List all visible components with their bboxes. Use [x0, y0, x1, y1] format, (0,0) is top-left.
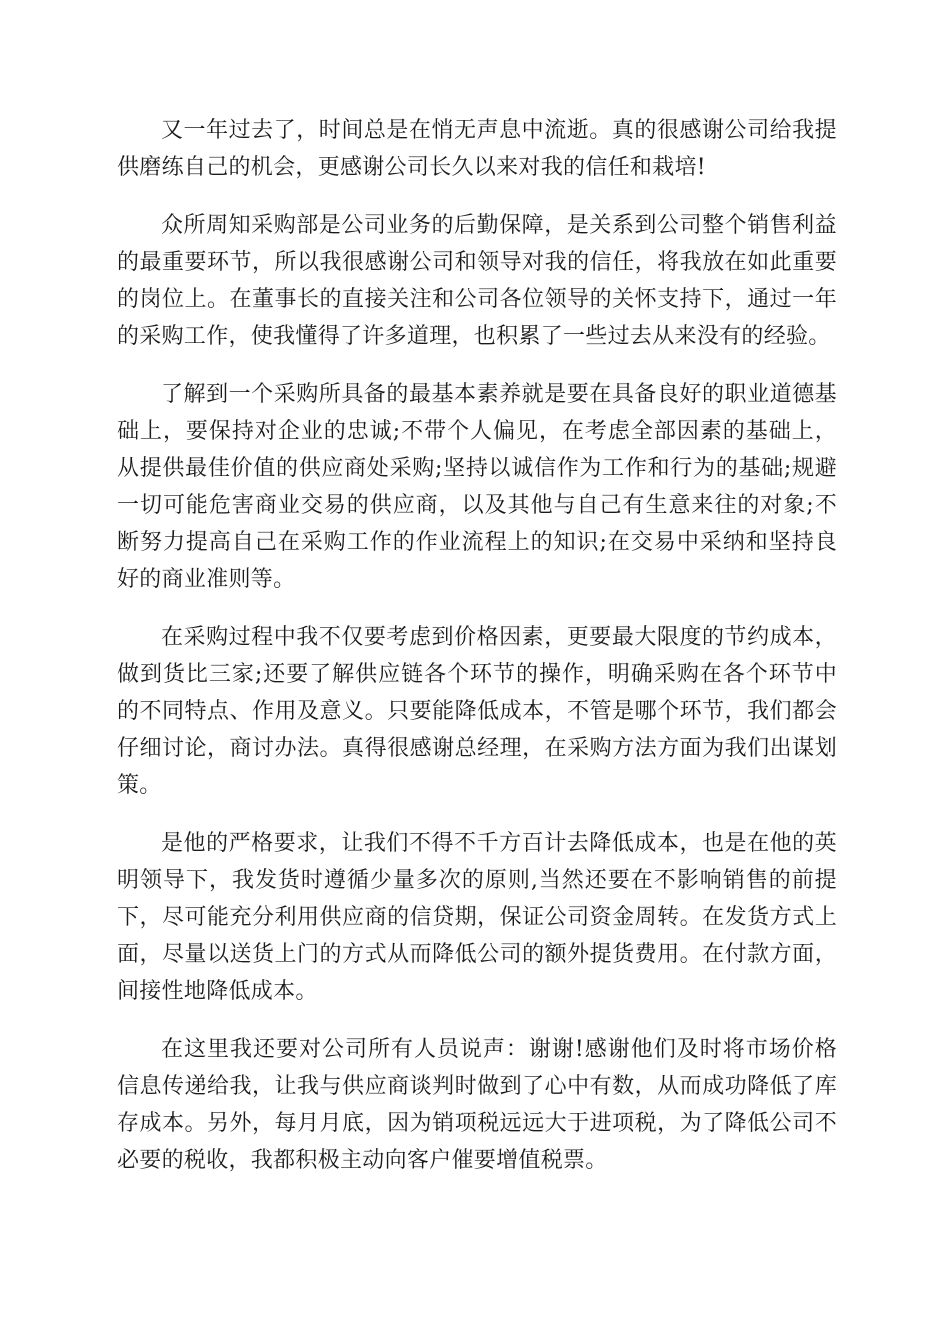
paragraph-6: 在这里我还要对公司所有人员说声：谢谢!感谢他们及时将市场价格信息传递给我，让我与供应商谈判时做到了心中有数，从而成功降低了库存成本。另外，每月月底，因为销项税远远大于进项税，为了降低公司不必要的税收，我都积极主动向客户催要增值税票。 — [117, 1037, 837, 1173]
paragraph-1: 又一年过去了，时间总是在悄无声息中流逝。真的很感谢公司给我提供磨练自己的机会，更感谢公司长久以来对我的信任和栽培! — [117, 118, 837, 180]
paragraph-5: 是他的严格要求，让我们不得不千方百计去降低成本，也是在他的英明领导下，我发货时遵循少量多次的原则,当然还要在不影响销售的前提下，尽可能充分利用供应商的信贷期，保证公司资金周转。在发货方式上面，尽量以送货上门的方式从而降低公司的额外提货费用。在付款方面，间接性地降低成本。 — [117, 831, 837, 1004]
paragraph-2: 众所周知采购部是公司业务的后勤保障，是关系到公司整个销售利益的最重要环节，所以我很感谢公司和领导对我的信任，将我放在如此重要的岗位上。在董事长的直接关注和公司各位领导的关怀支持下，通过一年的采购工作，使我懂得了许多道理，也积累了一些过去从来没有的经验。 — [117, 213, 837, 349]
paragraph-4: 在采购过程中我不仅要考虑到价格因素，更要最大限度的节约成本，做到货比三家;还要了解供应链各个环节的操作，明确采购在各个环节中的不同特点、作用及意义。只要能降低成本，不管是哪个环节，我们都会仔细讨论，商讨办法。真得很感谢总经理，在采购方法方面为我们出谋划策。 — [117, 625, 837, 798]
paragraph-3: 了解到一个采购所具备的最基本素养就是要在具备良好的职业道德基础上，要保持对企业的忠诚;不带个人偏见，在考虑全部因素的基础上，从提供最佳价值的供应商处采购;坚持以诚信作为工作和行为的基础;规避一切可能危害商业交易的供应商，以及其他与自己有生意来往的对象;不断努力提高自己在采购工作的作业流程上的知识;在交易中采纳和坚持良好的商业准则等。 — [117, 382, 837, 592]
document-body — [117, 112, 837, 1200]
